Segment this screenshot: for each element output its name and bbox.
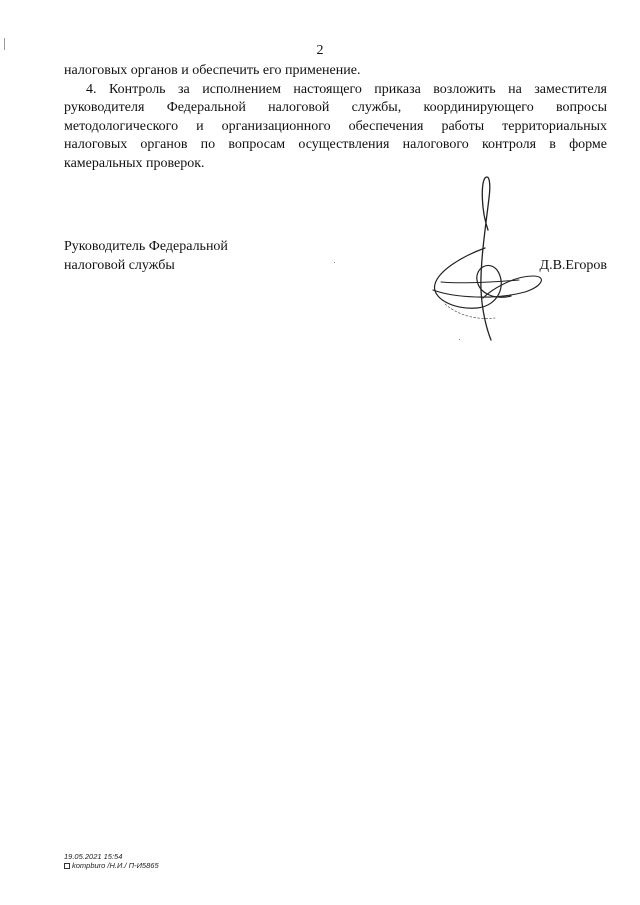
paragraph-continuation: налоговых органов и обеспечить его применение.	[64, 63, 361, 78]
page-number: 2	[316, 43, 324, 58]
signer-title-line-2: налоговой службы	[64, 258, 175, 273]
handwritten-signature	[425, 172, 550, 347]
signer-title	[64, 237, 228, 275]
item4-line-5: камеральных проверок.	[64, 155, 205, 171]
item4-line-4: налоговых органов по вопросам осуществления налогового контроля в форме	[64, 137, 607, 153]
scan-speck	[459, 339, 460, 340]
item4-line-1: 4. Контроль за исполнением настоящего приказа возложить на заместителя	[86, 81, 607, 97]
item4-line-2: руководителя Федеральной налоговой службы, координирующего вопросы	[64, 100, 607, 116]
document-body	[64, 62, 607, 174]
item4-line-3: методологического и организационного обеспечения работы территориальных	[64, 118, 607, 134]
footer-date: 19.05.2021 15:54	[64, 852, 123, 861]
signer-name: Д.В.Егоров	[539, 258, 607, 273]
scan-speck	[334, 262, 335, 263]
signer-title-line-1: Руководитель Федеральной	[64, 239, 228, 254]
document-icon	[64, 863, 70, 869]
footer-ref: kompburo /Н.И./ П-И5865	[72, 861, 159, 870]
footer-ref-line	[64, 861, 159, 870]
document-footer	[64, 852, 159, 870]
